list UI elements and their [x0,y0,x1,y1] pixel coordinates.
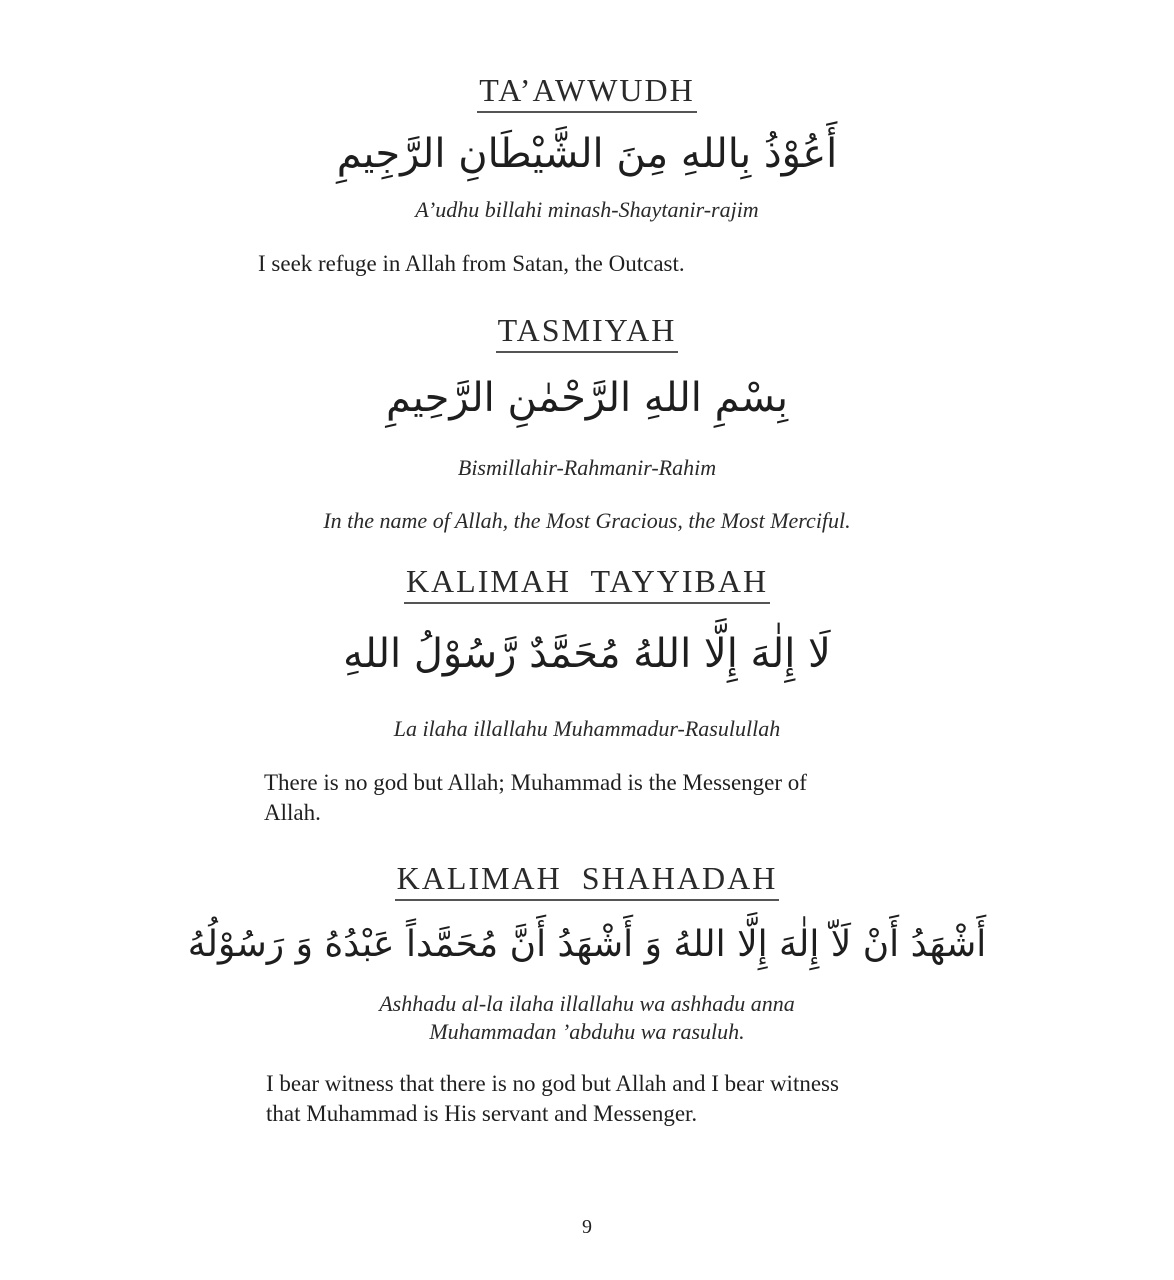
arabic-kalimah-shahadah: أَشْهَدُ أَنْ لَاّ إِلٰهَ إِلَّا اللهُ وَ أَشْهَدُ أَنَّ مُحَمَّداً عَبْدُهُ وَ رَسُوْلُهُ [187,924,987,965]
transliteration-kalimah-tayyibah: La ilaha illallahu Muhammadur-Rasulullah [393,716,781,741]
translation-line: There is no god but Allah; Muhammad is the Messenger of [264,770,807,795]
page-number: 9 [582,1216,592,1238]
arabic-kalimah-tayyibah: لَا إِلٰهَ إِلَّا اللهُ مُحَمَّدٌ رَّسُوْلُ اللهِ [343,631,831,677]
heading-taawwudh: TA’AWWUDH [0,72,1174,113]
transliteration-tasmiyah: Bismillahir-Rahmanir-Rahim [457,455,717,480]
translation-kalimah-shahadah [266,1069,839,1129]
heading-kalimah-shahadah: KALIMAH SHAHADAH [0,860,1174,901]
heading-kalimah-tayyibah: KALIMAH TAYYIBAH [0,563,1174,604]
arabic-tasmiyah: بِسْمِ اللهِ الرَّحْمٰنِ الرَّحِيمِ [385,375,789,421]
translation-line: that Muhammad is His servant and Messenger. [266,1101,698,1126]
translation-tasmiyah: In the name of Allah, the Most Gracious, the Most Merciful. [323,508,851,533]
translation-kalimah-tayyibah [264,768,807,828]
transliteration-kalimah-shahadah [0,990,1174,1046]
translation-line: Allah. [264,800,321,825]
arabic-taawwudh: أَعُوْذُ بِاللهِ مِنَ الشَّيْطَانِ الرَّجِيمِ [336,131,838,177]
transliteration-line: Ashhadu al-la ilaha illallahu wa ashhadu anna [379,991,795,1016]
transliteration-taawwudh: A’udhu billahi minash-Shaytanir-rajim [415,197,759,222]
heading-tasmiyah: TASMIYAH [0,312,1174,353]
translation-taawwudh: I seek refuge in Allah from Satan, the Outcast. [258,251,685,276]
translation-line: I bear witness that there is no god but Allah and I bear witness [266,1071,839,1096]
transliteration-line: Muhammadan ’abduhu wa rasuluh. [429,1019,745,1044]
